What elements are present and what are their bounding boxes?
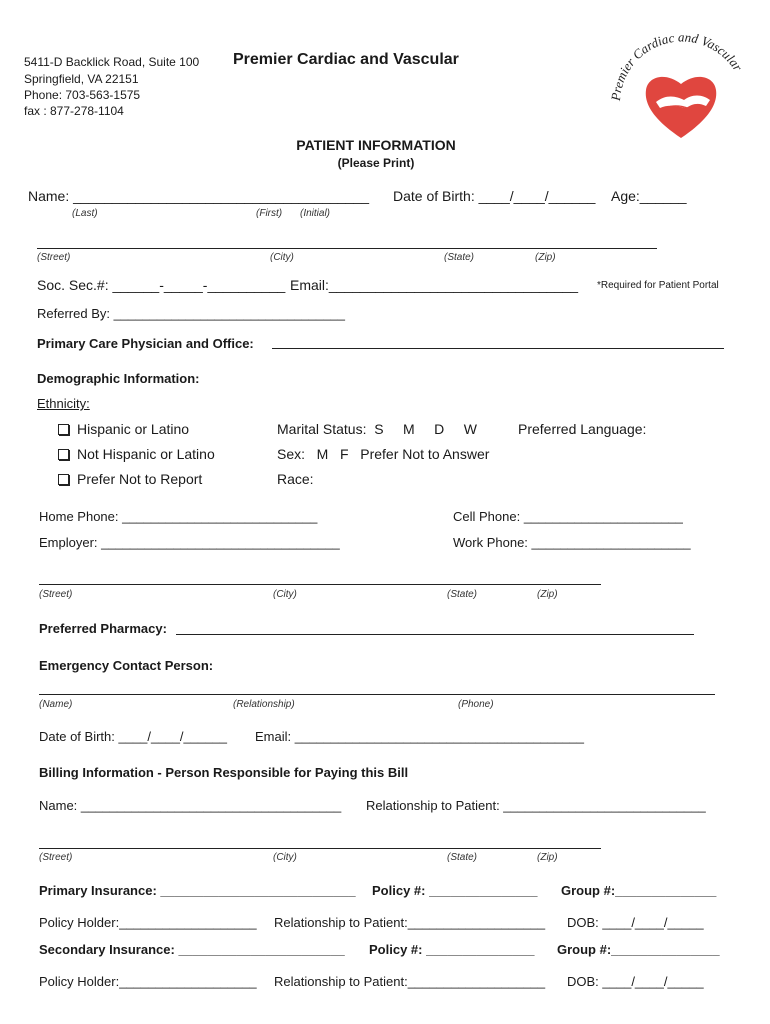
initial-label: (Initial) <box>300 208 331 219</box>
pcp-label: Primary Care Physician and Office: <box>37 336 254 351</box>
secondary-insurance-field[interactable]: Secondary Insurance: _______________________ <box>39 942 345 957</box>
billing-header: Billing Information - Person Responsible for Paying this Bill <box>39 765 409 780</box>
emergency-email-field[interactable]: Email: ________________________________________ <box>255 729 584 744</box>
ethnicity-option-not-hispanic[interactable]: Not Hispanic or Latino <box>58 446 215 462</box>
phone-number: Phone: 703-563-1575 <box>24 88 141 102</box>
billing-name-field[interactable]: Name: ____________________________________ <box>39 798 342 813</box>
emergency-phone-label: (Phone) <box>458 699 494 710</box>
form-subtitle: (Please Print) <box>337 156 415 170</box>
last-name-label: (Last) <box>72 208 98 219</box>
street-label: (Street) <box>39 589 73 600</box>
primary-group-field[interactable]: Group #:______________ <box>561 883 717 898</box>
city-label: (City) <box>273 852 297 863</box>
billing-relationship-field[interactable]: Relationship to Patient: ____________________________ <box>366 798 706 813</box>
patient-address-line[interactable] <box>37 248 657 249</box>
employer-field[interactable]: Employer: _________________________________ <box>39 535 340 550</box>
fax-number: fax : 877-278-1104 <box>24 104 124 118</box>
primary-holder-dob-field[interactable]: DOB: ____/____/_____ <box>567 915 704 930</box>
primary-insurance-field[interactable]: Primary Insurance: ___________________________ <box>39 883 356 898</box>
address-line-1: 5411-D Backlick Road, Suite 100 <box>24 55 200 69</box>
first-name-label: (First) <box>256 208 283 219</box>
ethnicity-option-hispanic[interactable]: Hispanic or Latino <box>58 421 189 437</box>
zip-label: (Zip) <box>537 589 558 600</box>
ssn-field[interactable]: Soc. Sec.#: ______-_____-__________ <box>37 277 286 293</box>
state-label: (State) <box>447 589 478 600</box>
zip-label: (Zip) <box>537 852 558 863</box>
logo-heart-hands-icon <box>606 30 756 145</box>
sex-options[interactable]: Sex: M F Prefer Not to Answer <box>277 446 490 462</box>
primary-policy-field[interactable]: Policy #: _______________ <box>372 883 538 898</box>
name-field[interactable]: Name: ______________________________________ <box>28 188 369 204</box>
portal-note: *Required for Patient Portal <box>597 280 719 291</box>
pcp-input-line[interactable] <box>272 348 724 349</box>
billing-address-line[interactable] <box>39 848 601 849</box>
race-label[interactable]: Race: <box>277 471 314 487</box>
secondary-policy-holder-field[interactable]: Policy Holder:___________________ <box>39 974 257 989</box>
checkbox-icon[interactable] <box>58 449 69 460</box>
primary-policy-holder-field[interactable]: Policy Holder:___________________ <box>39 915 257 930</box>
state-label: (State) <box>447 852 478 863</box>
state-label: (State) <box>444 252 475 263</box>
date-of-birth-field[interactable]: Date of Birth: ____/____/______ <box>393 188 596 204</box>
city-label: (City) <box>270 252 294 263</box>
ethnicity-label: Ethnicity: <box>37 396 90 411</box>
email-field[interactable]: Email:________________________________ <box>290 277 579 293</box>
emergency-name-label: (Name) <box>39 699 73 710</box>
emergency-contact-line[interactable] <box>39 694 715 695</box>
secondary-policy-field[interactable]: Policy #: _______________ <box>369 942 535 957</box>
checkbox-icon[interactable] <box>58 474 69 485</box>
address-line-2: Springfield, VA 22151 <box>24 72 139 86</box>
pharmacy-label: Preferred Pharmacy: <box>39 621 167 636</box>
pharmacy-input-line[interactable] <box>176 634 694 635</box>
age-field[interactable]: Age:______ <box>611 188 687 204</box>
marital-status-options[interactable]: Marital Status: S M D W <box>277 421 477 437</box>
emergency-relationship-label: (Relationship) <box>233 699 295 710</box>
secondary-relationship-field[interactable]: Relationship to Patient:___________________ <box>274 974 546 989</box>
work-phone-field[interactable]: Work Phone: ______________________ <box>453 535 691 550</box>
zip-label: (Zip) <box>535 252 556 263</box>
primary-relationship-field[interactable]: Relationship to Patient:___________________ <box>274 915 546 930</box>
cell-phone-field[interactable]: Cell Phone: ______________________ <box>453 509 683 524</box>
ethnicity-option-prefer-not[interactable]: Prefer Not to Report <box>58 471 202 487</box>
employer-address-line[interactable] <box>39 584 601 585</box>
preferred-language-label[interactable]: Preferred Language: <box>518 421 647 437</box>
secondary-group-field[interactable]: Group #:_______________ <box>557 942 720 957</box>
checkbox-icon[interactable] <box>58 424 69 435</box>
street-label: (Street) <box>39 852 73 863</box>
practice-name: Premier Cardiac and Vascular <box>233 51 459 68</box>
svg-text:Premier Cardiac and Vascular: Premier Cardiac and Vascular <box>607 30 746 102</box>
referred-by-field[interactable]: Referred By: ________________________________ <box>37 306 345 321</box>
secondary-holder-dob-field[interactable]: DOB: ____/____/_____ <box>567 974 704 989</box>
street-label: (Street) <box>37 252 71 263</box>
emergency-dob-field[interactable]: Date of Birth: ____/____/______ <box>39 729 227 744</box>
emergency-contact-header: Emergency Contact Person: <box>39 658 214 673</box>
city-label: (City) <box>273 589 297 600</box>
home-phone-field[interactable]: Home Phone: ___________________________ <box>39 509 318 524</box>
demographic-header: Demographic Information: <box>37 371 200 386</box>
form-title: PATIENT INFORMATION <box>296 137 456 153</box>
